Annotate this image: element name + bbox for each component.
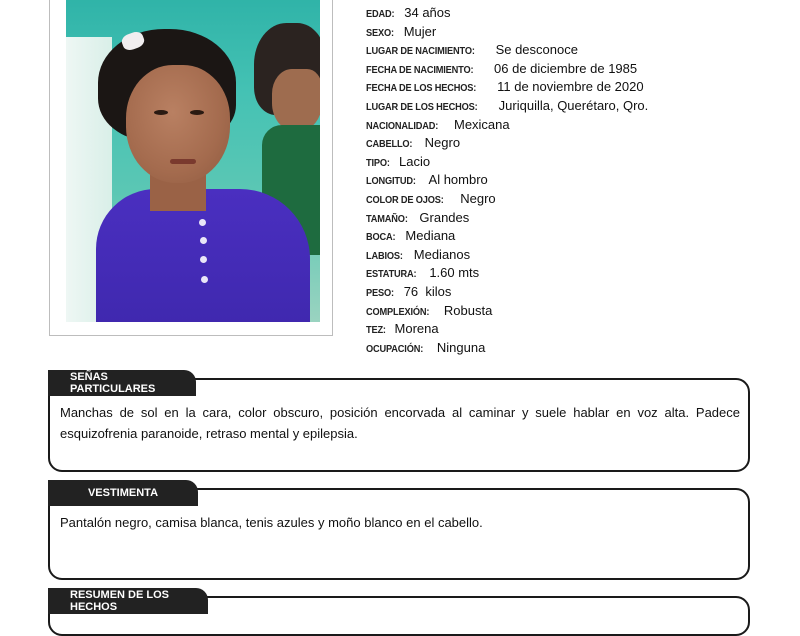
field-complexion: [366, 299, 786, 318]
field-nacionalidad: [366, 113, 786, 132]
field-label: TIPO :: [366, 157, 390, 169]
field-ocupacion: [366, 336, 786, 355]
field-value: Mujer: [403, 23, 437, 39]
field-value: Ninguna: [436, 339, 486, 355]
field-value: Mexicana: [453, 116, 510, 132]
resumen-section: [48, 588, 750, 628]
field-label: LABIOS :: [366, 250, 403, 262]
field-label: EDAD :: [366, 8, 394, 20]
field-label: LUGAR DE NACIMIENTO :: [366, 45, 475, 57]
resumen-title: RESUMEN DE LOS HECHOS: [48, 588, 208, 614]
photo-frame: [49, 0, 333, 336]
field-label: COMPLEXIÓN :: [366, 306, 429, 318]
field-lugar-nacimiento: [366, 39, 786, 58]
senas-text: Manchas de sol en la cara, color obscuro, posición encorvada al caminar y suele hablar en voz alta. Padece esquizofrenia paranoide, retraso mental y epilepsia.: [60, 405, 740, 441]
field-fecha-hechos: [366, 76, 786, 95]
senas-title: SEÑAS PARTICULARES: [48, 370, 196, 396]
field-tipo: [366, 150, 786, 169]
field-labios: [366, 243, 786, 262]
field-label: TAMAÑO :: [366, 213, 408, 225]
field-label: BOCA :: [366, 231, 395, 243]
field-label: PESO :: [366, 287, 394, 299]
field-tamano: [366, 206, 786, 225]
field-edad: [366, 0, 786, 20]
field-color-ojos: [366, 187, 786, 206]
field-value: Negro: [424, 135, 461, 151]
field-value: Mediana: [405, 228, 456, 244]
field-value: Morena: [394, 321, 439, 337]
field-label: FECHA DE NACIMIENTO :: [366, 64, 473, 76]
field-lugar-hechos: [366, 94, 786, 113]
field-value: 06 de diciembre de 1985: [494, 60, 638, 76]
field-value: 76 kilos: [403, 283, 452, 299]
vestimenta-section: [48, 480, 750, 580]
field-label: LONGITUD :: [366, 175, 416, 187]
field-label: COLOR DE OJOS :: [366, 194, 444, 206]
field-value: 34 años: [404, 5, 451, 20]
field-value: Negro: [460, 190, 496, 206]
field-label: SEXO :: [366, 27, 394, 39]
field-cabello: [366, 132, 786, 151]
field-value: 11 de noviembre de 2020: [497, 79, 644, 95]
vestimenta-text: Pantalón negro, camisa blanca, tenis azules y moño blanco en el cabello.: [60, 515, 483, 530]
field-label: FECHA DE LOS HECHOS :: [366, 82, 476, 94]
field-estatura: [366, 262, 786, 281]
field-label: CABELLO :: [366, 138, 412, 150]
field-value: Lacio: [399, 153, 431, 169]
field-value: Juriquilla, Querétaro, Qro.: [498, 97, 649, 113]
field-value: Robusta: [443, 302, 493, 318]
field-sexo: [366, 20, 786, 39]
vestimenta-title: VESTIMENTA: [48, 480, 198, 506]
field-value: Grandes: [419, 209, 470, 225]
field-value: Se desconoce: [495, 42, 578, 58]
field-value: 1.60 mts: [429, 265, 480, 281]
field-tez: [366, 318, 786, 337]
senas-section: [48, 370, 750, 472]
field-longitud: [366, 169, 786, 188]
profile-fields: [366, 0, 786, 355]
field-label: ESTATURA :: [366, 268, 416, 280]
field-label: TEZ :: [366, 324, 386, 336]
person-photo: [66, 0, 320, 322]
field-value: Medianos: [413, 246, 471, 262]
field-value: Al hombro: [428, 172, 488, 188]
field-peso: [366, 280, 786, 299]
field-fecha-nacimiento: [366, 57, 786, 76]
field-label: LUGAR DE LOS HECHOS :: [366, 101, 477, 113]
field-label: OCUPACIÓN :: [366, 343, 423, 355]
field-boca: [366, 225, 786, 244]
field-label: NACIONALIDAD :: [366, 120, 438, 132]
